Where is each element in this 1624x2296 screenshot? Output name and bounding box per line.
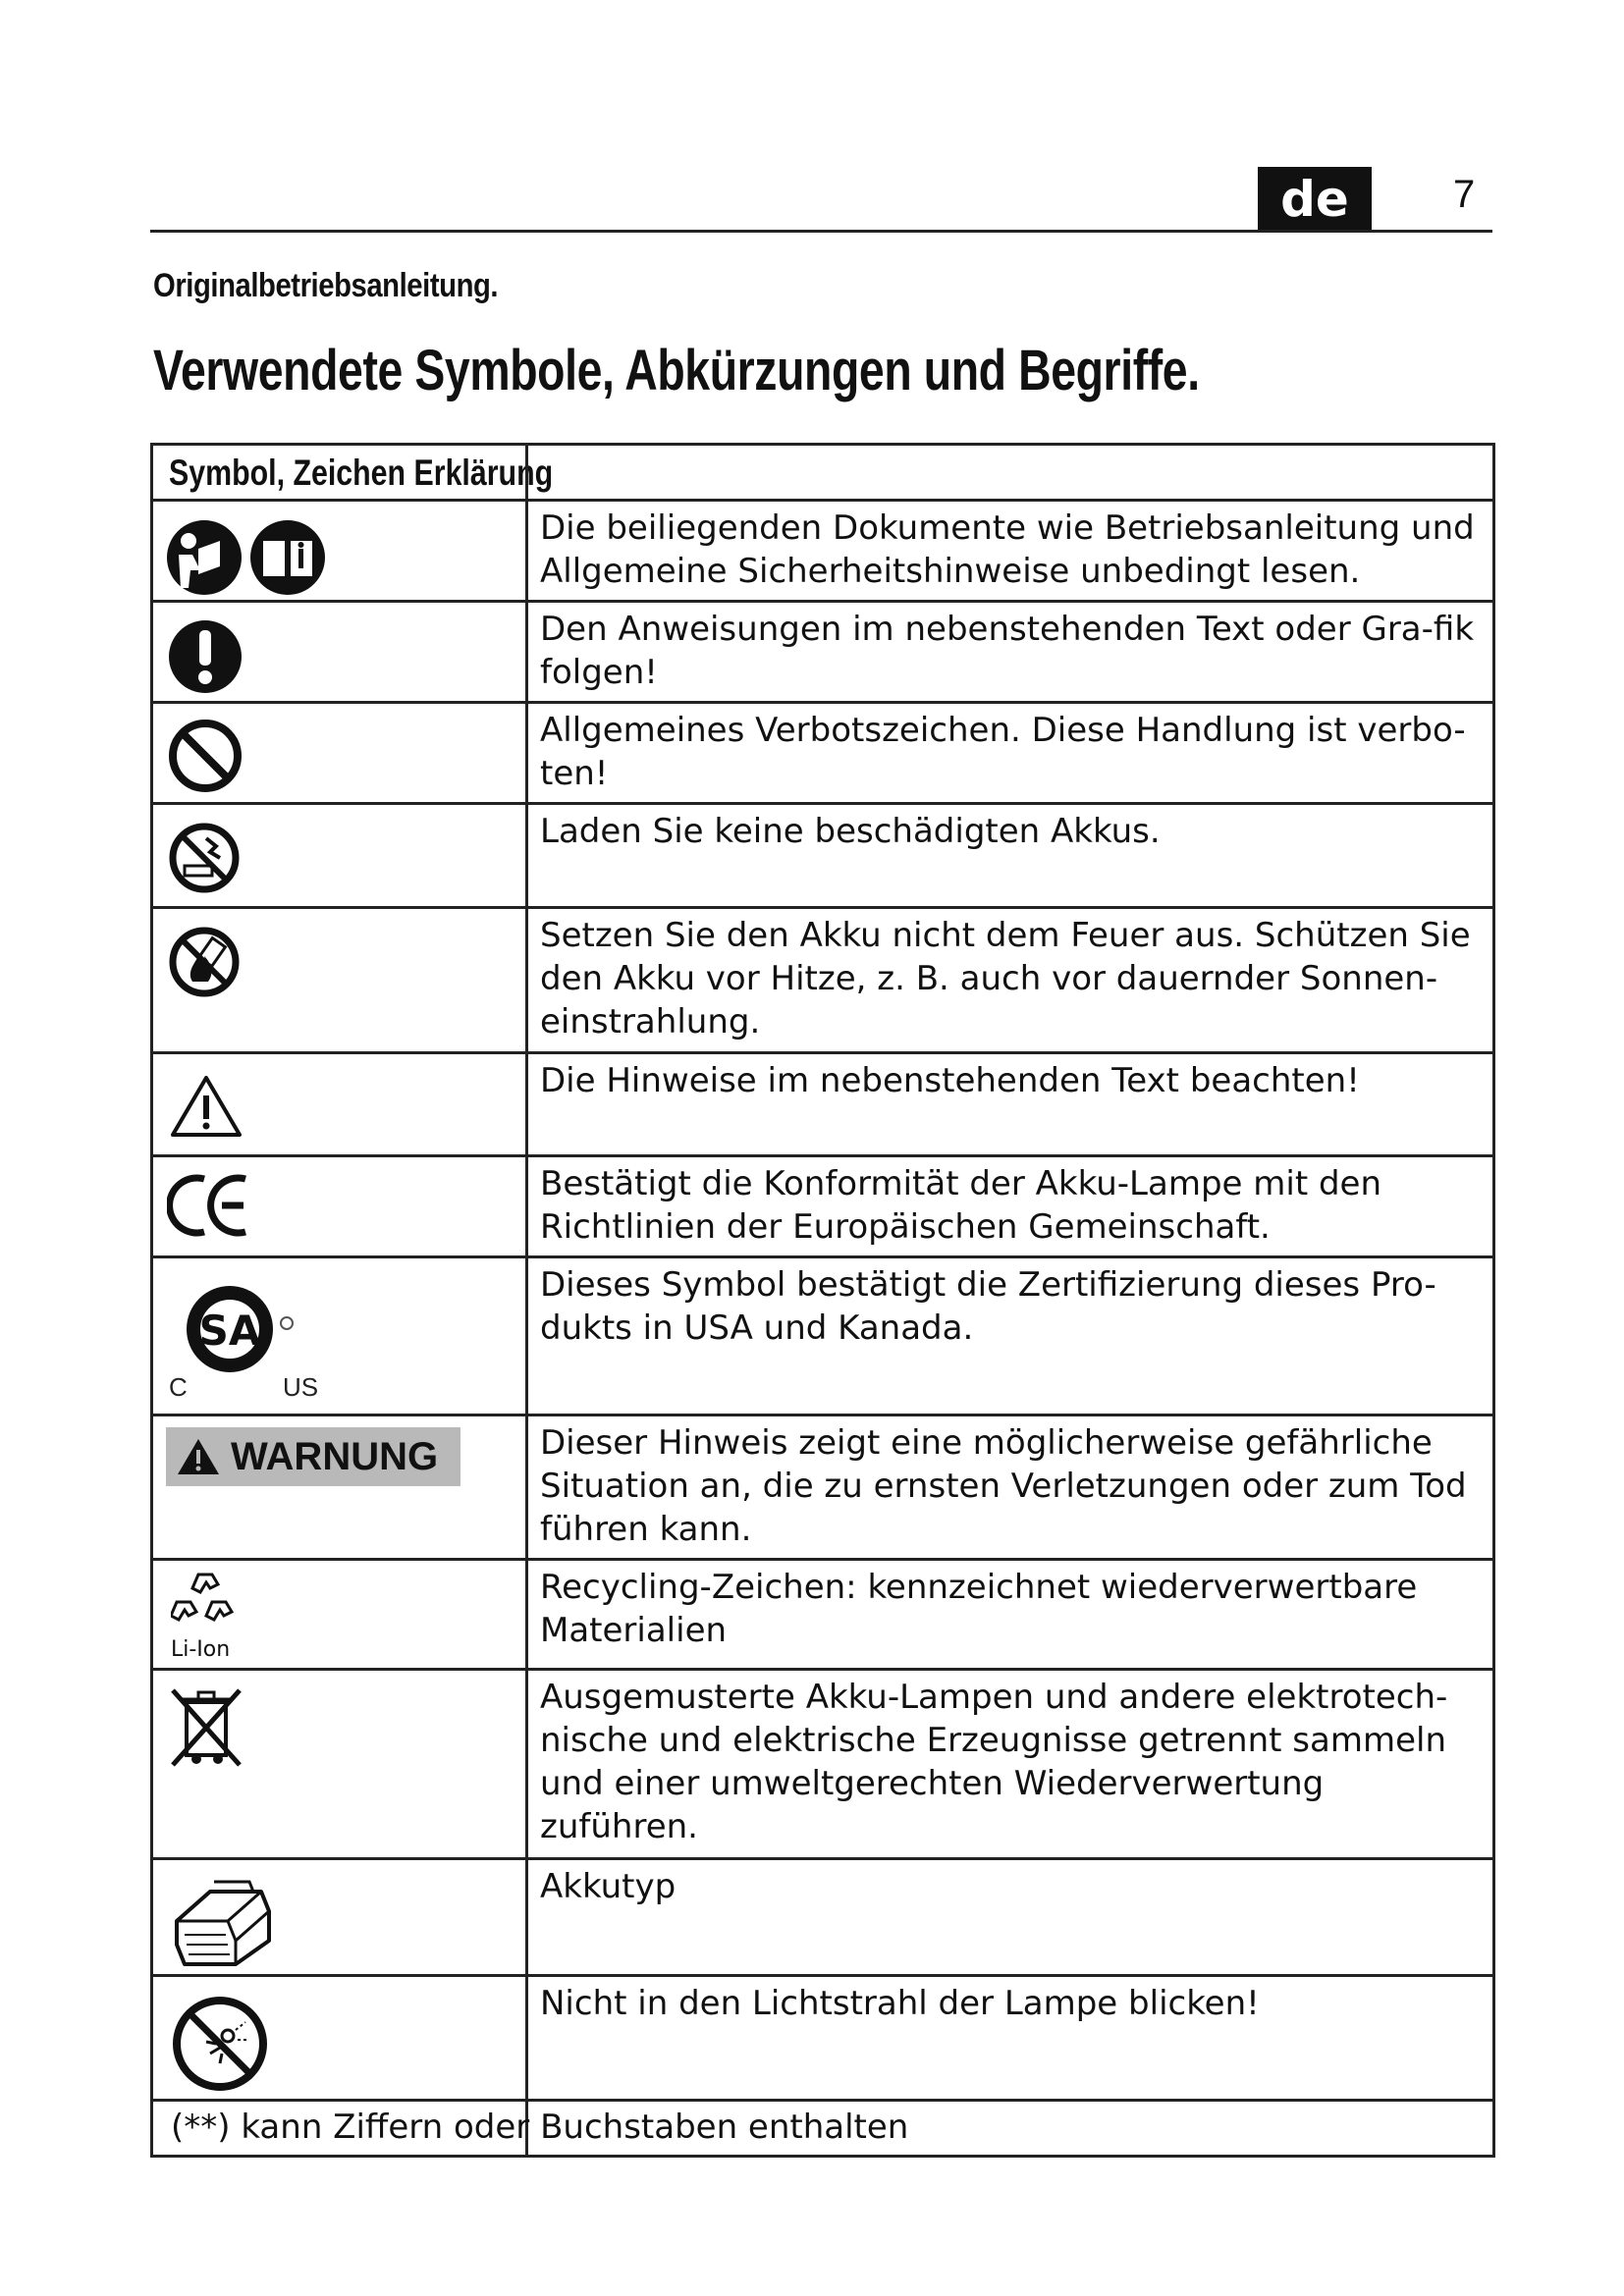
language-badge: de [1258,167,1372,232]
table-footnote-row [153,2102,1492,2158]
description-cell: Laden Sie keine beschädigten Akkus. [540,812,1161,851]
svg-text:SA: SA [198,1307,261,1355]
table-row [153,603,1492,704]
table-row [153,1054,1492,1157]
table-row [153,502,1492,603]
symbol-cell [153,805,528,906]
symbol-cell [153,1561,528,1668]
description-cell: Recycling-Zeichen: kennzeichnet wiederverwertbare Materialien [540,1568,1418,1650]
csa-us-label: US [283,1372,319,1402]
battery-pack-icon [171,1872,279,1968]
page-number: 7 [1453,173,1476,216]
description-cell: Ausgemusterte Akku-Lampen und andere elektrotech-nische und elektrische Erzeugnisse getrennt sammeln und einer umweltgerechten Wiederverwertung zuführen. [540,1678,1448,1846]
header-divider [150,230,1492,233]
symbols-table [150,443,1495,2158]
table-row [153,704,1492,805]
description-cell: Bestätigt die Konformität der Akku-Lampe mit den Richtlinien der Europäischen Gemeinschaft. [540,1164,1382,1247]
document-subtitle: Originalbetriebsanleitung. [153,267,499,304]
recycling-li-ion-icon [171,1569,240,1637]
no-fire-battery-icon [167,925,242,999]
symbol-cell [153,909,528,1051]
table-row [153,1258,1492,1416]
crossed-bin-icon [167,1684,245,1769]
prohibition-icon [167,718,244,794]
table-row [153,805,1492,909]
warning-label-text: WARNUNG [231,1435,439,1478]
symbol-cell [153,1977,528,2099]
table-row [153,1157,1492,1258]
description-cell: Nicht in den Lichtstrahl der Lampe blicken! [540,1984,1260,2023]
symbol-cell [153,704,528,802]
table-footnote: (**) kann Ziffern oder Buchstaben enthalten [171,2108,909,2147]
description-cell: Setzen Sie den Akku nicht dem Feuer aus. Schützen Sie den Akku vor Hitze, z. B. auch vor dauernder Sonnen-einstrahlung. [540,916,1471,1041]
description-cell: Allgemeines Verbotszeichen. Diese Handlung ist verbo-ten! [540,711,1466,793]
warning-triangle-icon [176,1437,221,1476]
ce-mark-icon [167,1171,255,1240]
csa-c-label: C [169,1372,188,1402]
description-cell: Akkutyp [540,1867,677,1906]
symbol-cell [153,1157,528,1255]
table-row [153,1671,1492,1860]
description-cell: Dieser Hinweis zeigt eine möglicherweise gefährliche Situation an, die zu ernsten Verletzungen oder zum Tod führen kann. [540,1423,1467,1549]
warning-label-icon [166,1427,460,1486]
symbol-cell [153,1860,528,1974]
table-column-header: Symbol, Zeichen Erklärung [169,453,554,493]
description-cell: Dieses Symbol bestätigt die Zertifizierung dieses Pro-dukts in USA und Kanada. [540,1265,1436,1348]
symbol-cell [153,502,528,600]
read-manual-icon [165,519,332,596]
description-cell: Den Anweisungen im nebenstehenden Text oder Gra-fik folgen! [540,610,1475,692]
page-title: Verwendete Symbole, Abkürzungen und Begriffe. [153,339,1200,402]
table-row [153,909,1492,1054]
table-row [153,1416,1492,1561]
mandatory-exclamation-icon [167,618,244,695]
table-row [153,1977,1492,2102]
symbol-cell [153,1258,528,1414]
table-row [153,1561,1492,1671]
do-not-look-into-beam-icon [171,1995,269,2093]
symbol-cell [153,1416,528,1558]
symbol-cell [153,603,528,701]
symbol-cell [153,1054,528,1154]
li-ion-label: Li-Ion [171,1637,231,1662]
no-damaged-battery-charging-icon [167,821,242,895]
description-cell: Die Hinweise im nebenstehenden Text beachten! [540,1061,1360,1100]
symbol-cell [153,1671,528,1857]
warning-triangle-icon [169,1074,244,1139]
table-header-row [153,446,1492,502]
description-cell: Die beiliegenden Dokumente wie Betriebsanleitung und Allgemeine Sicherheitshinweise unbedingt lesen. [540,508,1475,591]
table-row [153,1860,1492,1977]
